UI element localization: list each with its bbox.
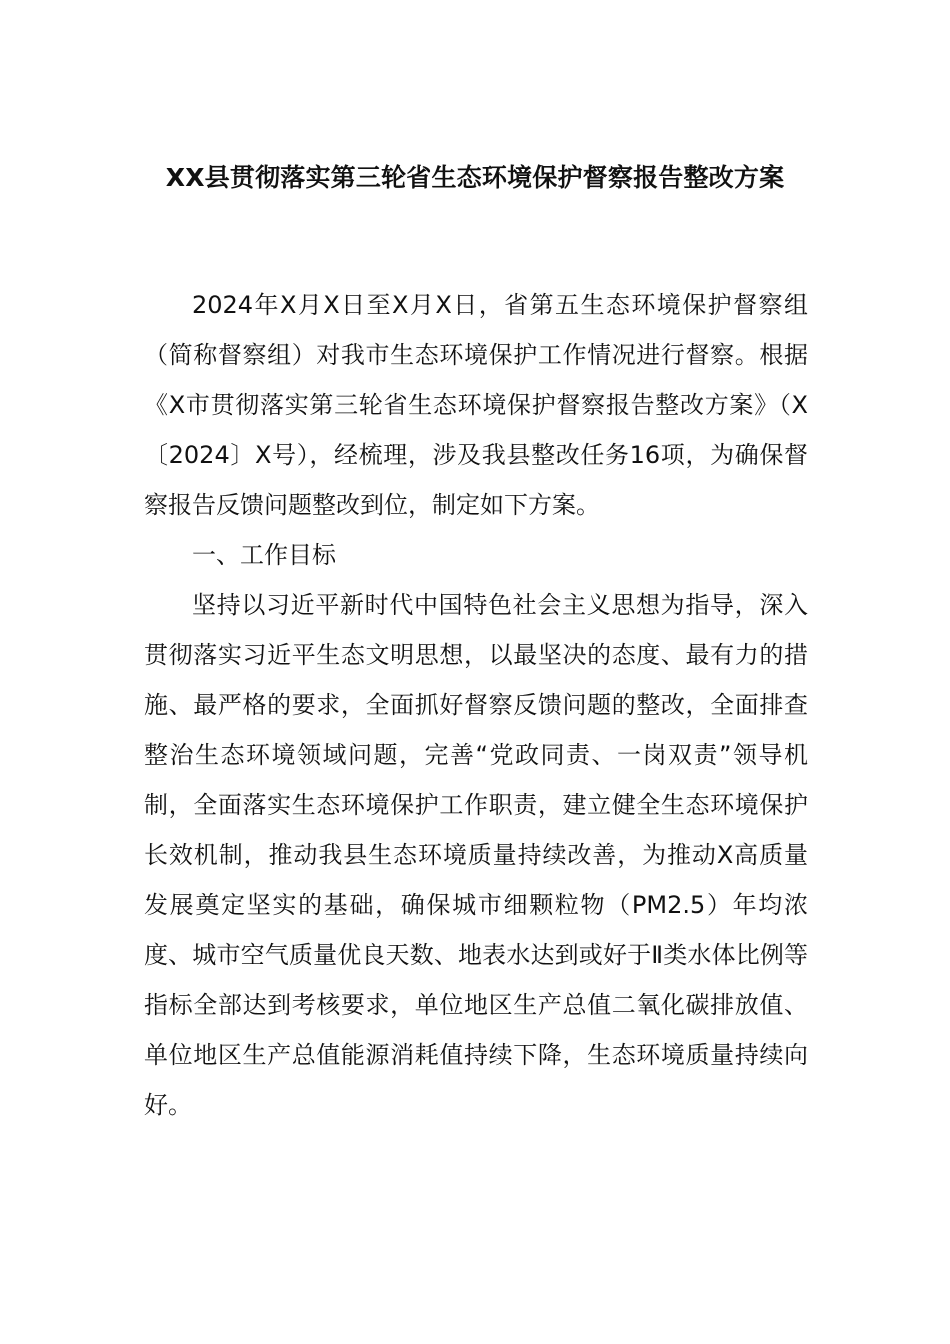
- document-body: [144, 280, 808, 1130]
- document-title: XX县贯彻落实第三轮省生态环境保护督察报告整改方案: [165, 163, 785, 192]
- intro-paragraph: 2024年X月X日至X月X日，省第五生态环境保护督察组（简称督察组）对我市生态环境保护工作情况进行督察。根据《X市贯彻落实第三轮省生态环境保护督察报告整改方案》（X〔2024〕X号），经梳理，涉及我县整改任务16项，为确保督察报告反馈问题整改到位，制定如下方案。: [144, 291, 808, 519]
- section-heading-work-goals: 一、工作目标: [192, 541, 336, 569]
- work-goals-paragraph: 坚持以习近平新时代中国特色社会主义思想为指导，深入贯彻落实习近平生态文明思想，以最坚决的态度、最有力的措施、最严格的要求，全面抓好督察反馈问题的整改，全面排查整治生态环境领域问题，完善“党政同责、一岗双责”领导机制，全面落实生态环境保护工作职责，建立健全生态环境保护长效机制，推动我县生态环境质量持续改善，为推动X高质量发展奠定坚实的基础，确保城市细颗粒物（PM2.5）年均浓度、城市空气质量优良天数、地表水达到或好于Ⅱ类水体比例等指标全部达到考核要求，单位地区生产总值二氧化碳排放值、单位地区生产总值能源消耗值持续下降，生态环境质量持续向好。: [144, 591, 808, 1119]
